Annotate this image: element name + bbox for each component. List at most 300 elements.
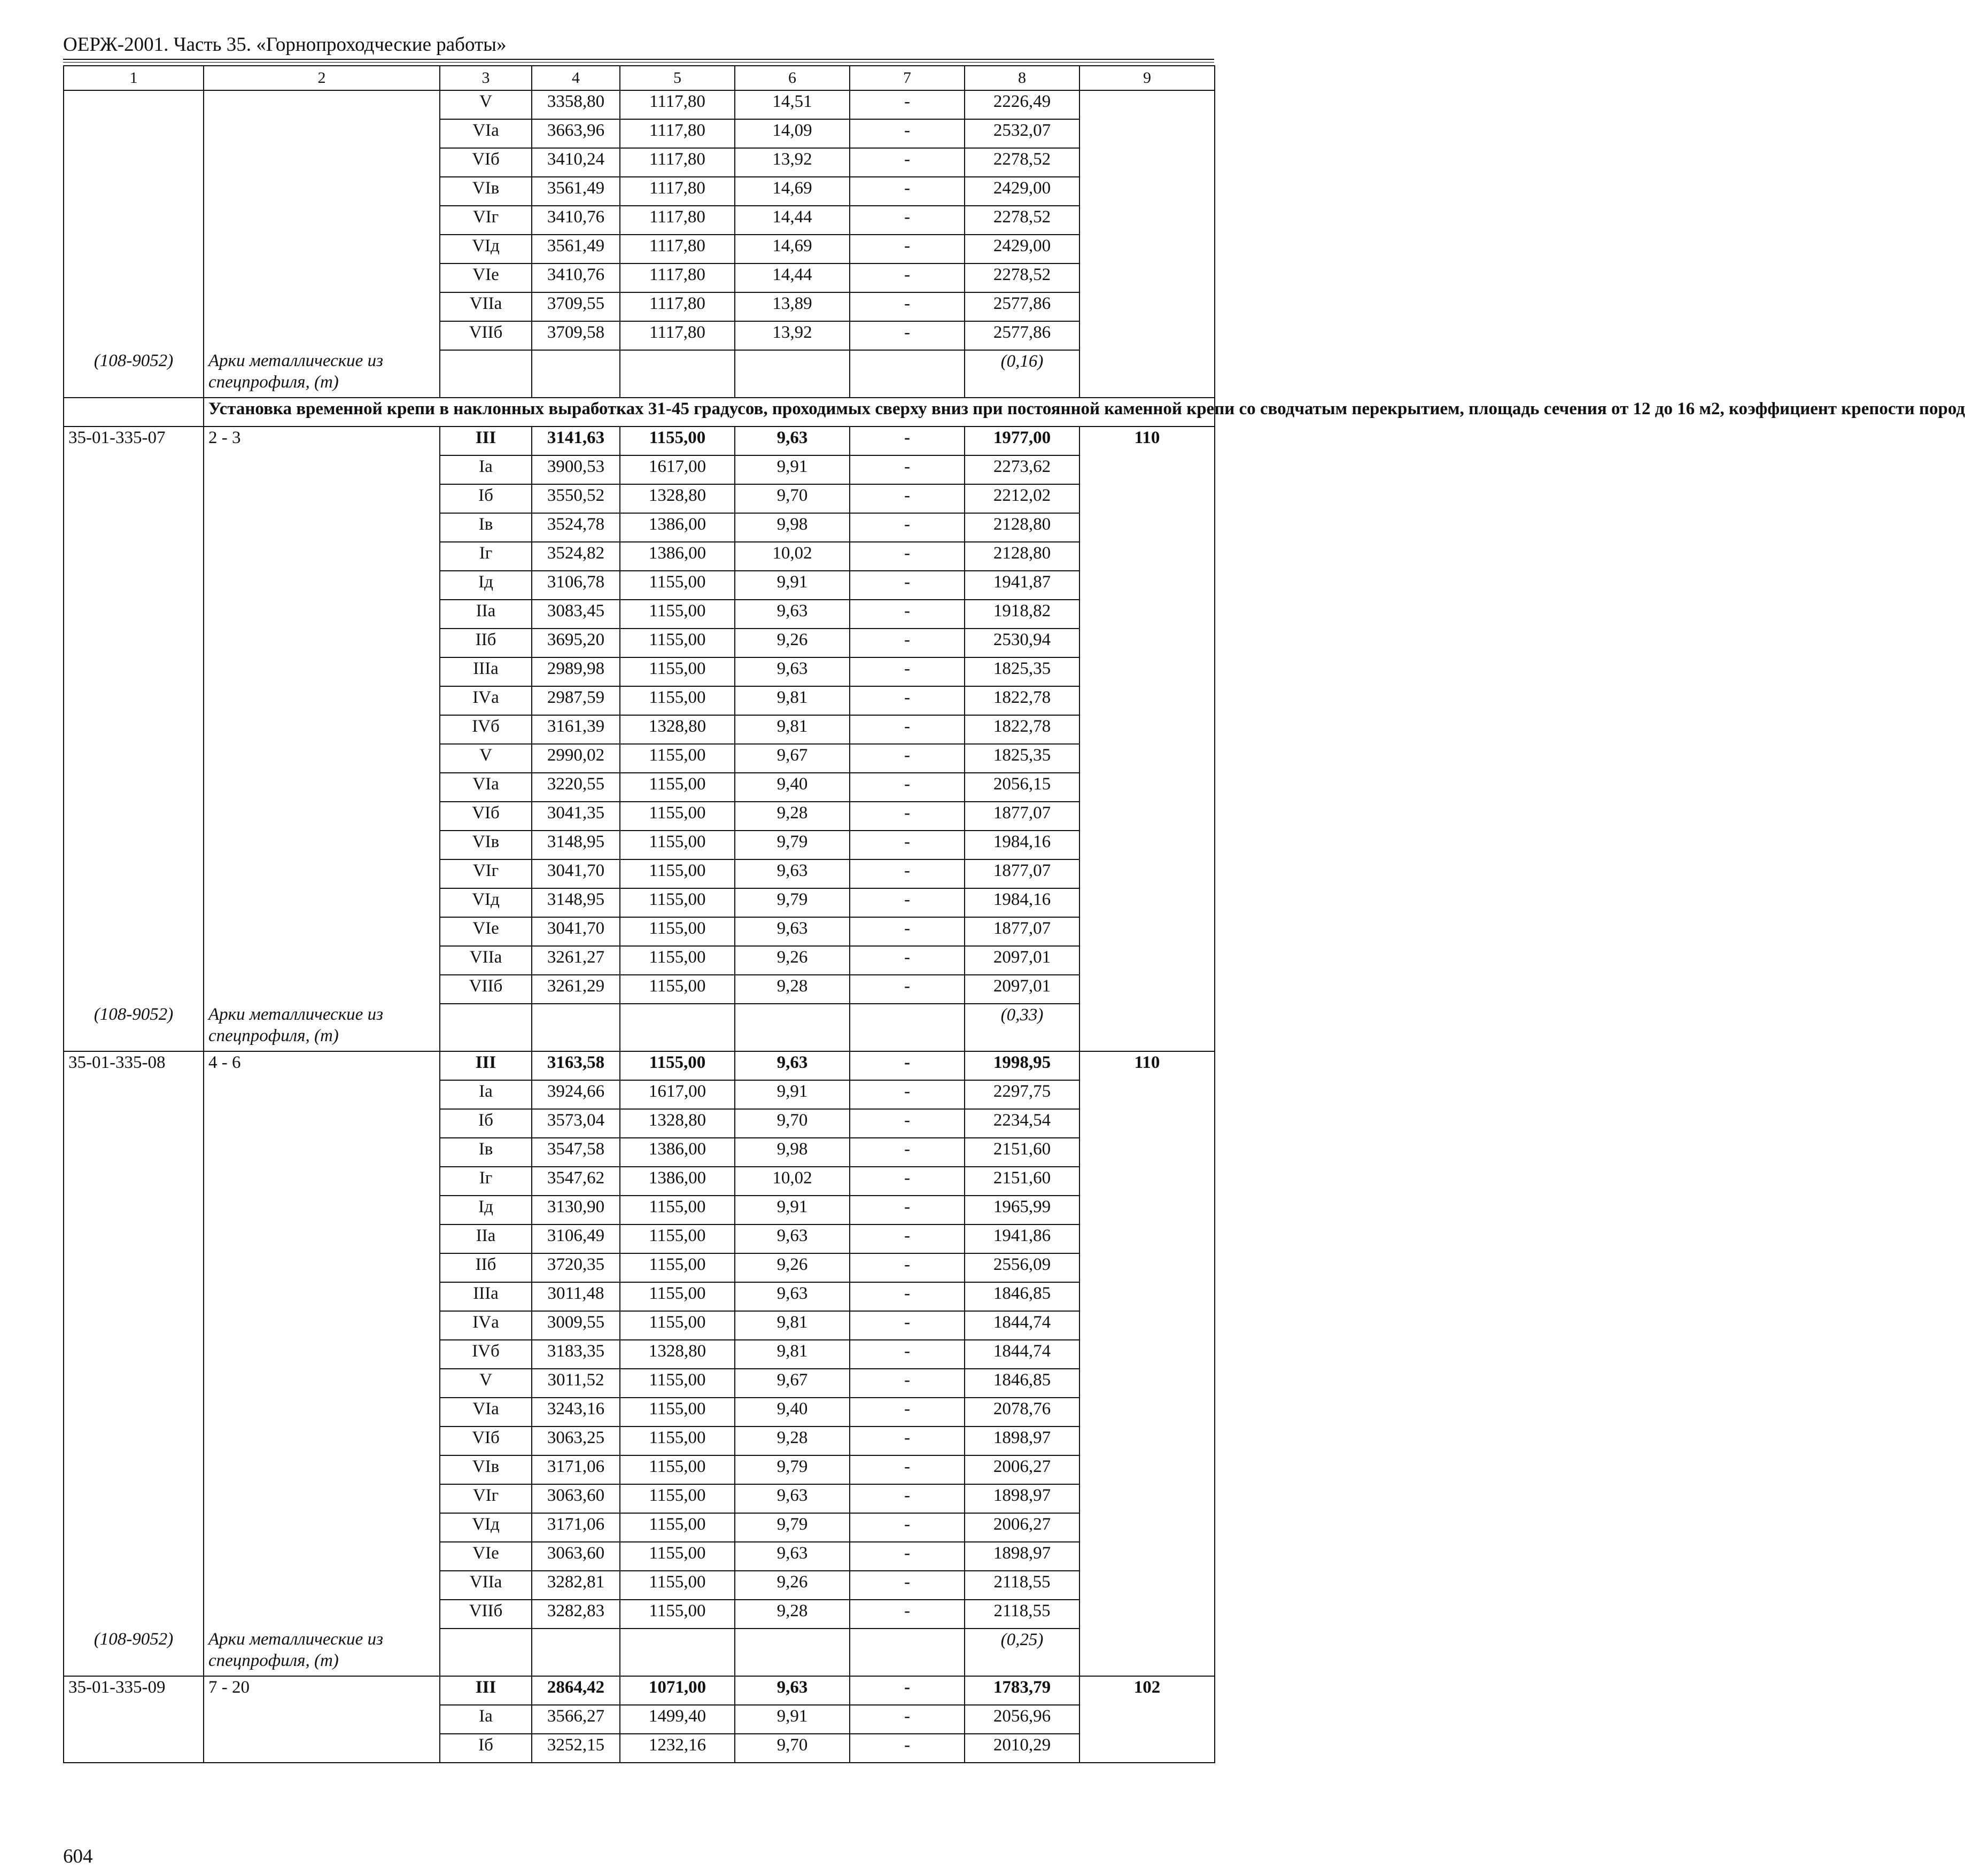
cell-materials: 1984,16 (965, 831, 1079, 859)
cell-resource-group: VIб (440, 802, 532, 831)
cell-machinist-wages: - (850, 1369, 965, 1398)
cell-machinist-wages: - (850, 1542, 965, 1571)
cell-materials: 2097,01 (965, 946, 1079, 975)
section-title: Установка временной крепи в наклонных выработках 31-45 градусов, проходимых сверху вниз при постоянной каменной крепи со сводчатым перекрытием, площадь сечения от 12 до 16 м2, коэффициент крепости пород (204, 398, 1215, 427)
cell-machinist-wages: - (850, 1340, 965, 1369)
cell-resource-group: Iб (440, 484, 532, 513)
cell-labor-wages: 1155,00 (620, 1369, 735, 1398)
cell-machine-operation: 14,09 (735, 119, 850, 148)
cell-materials: 1965,99 (965, 1196, 1079, 1224)
cell-materials: 1898,97 (965, 1427, 1079, 1455)
table-body (64, 66, 1965, 1763)
cell-materials: 1941,87 (965, 571, 1079, 600)
cell-materials: 1977,00 (965, 427, 1079, 455)
cell-materials: 1898,97 (965, 1542, 1079, 1571)
column-number: 8 (965, 66, 1079, 90)
cell-resource-group: VIб (440, 1427, 532, 1455)
cell-resource-group: IIIа (440, 657, 532, 686)
cell-resource-group: VIа (440, 119, 532, 148)
cell-machine-operation: 9,79 (735, 1455, 850, 1484)
cell-machinist-wages: - (850, 1167, 965, 1196)
cell-machinist-wages: - (850, 629, 965, 657)
table-cell (440, 1004, 532, 1051)
cell-machine-operation: 9,28 (735, 1427, 850, 1455)
cell-direct-costs: 3410,76 (532, 206, 620, 235)
cell-direct-costs: 3171,06 (532, 1455, 620, 1484)
cell-resource-group: VIб (440, 148, 532, 177)
cell-labor-wages: 1328,80 (620, 484, 735, 513)
cell-direct-costs: 3041,70 (532, 859, 620, 888)
cell-labor-wages: 1155,00 (620, 1455, 735, 1484)
note-text-cell (204, 1004, 440, 1051)
material-description: Арки металлические из спецпрофиля, (т) (208, 351, 383, 392)
cell-machinist-wages: - (850, 1196, 965, 1224)
cell-materials: 2128,80 (965, 542, 1079, 571)
cell-machinist-wages: - (850, 148, 965, 177)
cell-labor-wages: 1155,00 (620, 946, 735, 975)
cell-rate-code: 35-01-335-09 (64, 1676, 204, 1763)
cell-machine-operation: 14,44 (735, 263, 850, 292)
cell-direct-costs: 3106,49 (532, 1224, 620, 1253)
cell-direct-costs: 3171,06 (532, 1513, 620, 1542)
cell-direct-costs: 3141,63 (532, 427, 620, 455)
cell-materials: 2010,29 (965, 1734, 1079, 1763)
table-cell (440, 350, 532, 398)
cell-machinist-wages: - (850, 542, 965, 571)
cell-resource-group: VIIб (440, 321, 532, 350)
cell-materials: 2577,86 (965, 321, 1079, 350)
column-number: 6 (735, 66, 850, 90)
cell-col9-empty (1079, 90, 1215, 398)
cell-machinist-wages: - (850, 263, 965, 292)
cell-machinist-wages: - (850, 1138, 965, 1167)
cell-materials: 1877,07 (965, 859, 1079, 888)
cell-labor-wages: 1155,00 (620, 888, 735, 917)
cell-resource-group: IIб (440, 629, 532, 657)
cell-labor-wages: 1117,80 (620, 90, 735, 119)
cell-labor-wages: 1499,40 (620, 1705, 735, 1734)
cell-machinist-wages: - (850, 686, 965, 715)
cell-machine-operation: 9,81 (735, 715, 850, 744)
cell-machinist-wages: - (850, 235, 965, 263)
material-description: Арки металлические из спецпрофиля, (т) (208, 1005, 383, 1045)
cell-resource-group: V (440, 1369, 532, 1398)
cell-resource-group: VIв (440, 831, 532, 859)
cell-machinist-wages: - (850, 831, 965, 859)
cell-labor-wages: 1232,16 (620, 1734, 735, 1763)
cell-direct-costs: 2990,02 (532, 744, 620, 773)
cell-resource-group: V (440, 90, 532, 119)
cell-machine-operation: 9,63 (735, 600, 850, 629)
cell-machinist-wages: - (850, 119, 965, 148)
cell-resource-group: VIг (440, 206, 532, 235)
material-code: (108-9052) (94, 351, 174, 370)
cell-machine-operation: 9,91 (735, 1196, 850, 1224)
cell-direct-costs: 3282,83 (532, 1600, 620, 1629)
cell-direct-costs: 3252,15 (532, 1734, 620, 1763)
cell-materials: 2273,62 (965, 455, 1079, 484)
cell-direct-costs: 3261,29 (532, 975, 620, 1004)
cell-direct-costs: 3547,58 (532, 1138, 620, 1167)
cell-machinist-wages: - (850, 513, 965, 542)
cell-direct-costs: 3709,55 (532, 292, 620, 321)
cell-machine-operation: 9,91 (735, 571, 850, 600)
cell-labor-wages: 1155,00 (620, 1571, 735, 1600)
cell-direct-costs: 3550,52 (532, 484, 620, 513)
cell-resource-group: VIд (440, 235, 532, 263)
cell-machinist-wages: - (850, 1427, 965, 1455)
cell-machine-operation: 10,02 (735, 542, 850, 571)
cell-resource-group: VIд (440, 1513, 532, 1542)
cell-machine-operation: 9,81 (735, 686, 850, 715)
cell-resource-group: Iг (440, 542, 532, 571)
cell-materials: 2056,96 (965, 1705, 1079, 1734)
cell-machinist-wages: - (850, 1455, 965, 1484)
cell-labor-wages: 1155,00 (620, 1196, 735, 1224)
cell-direct-costs: 3011,48 (532, 1282, 620, 1311)
column-number-row (64, 66, 1215, 90)
cell-direct-costs: 3041,70 (532, 917, 620, 946)
cell-resource-group: VIIб (440, 975, 532, 1004)
column-number: 7 (850, 66, 965, 90)
cell-materials: 2151,60 (965, 1138, 1079, 1167)
table-cell (620, 1004, 735, 1051)
table-cell (850, 1004, 965, 1051)
note-row (64, 350, 1215, 398)
cell-resource-group: IIIа (440, 1282, 532, 1311)
cell-direct-costs: 3009,55 (532, 1311, 620, 1340)
cell-materials: 2577,86 (965, 292, 1079, 321)
cell-direct-costs: 3566,27 (532, 1705, 620, 1734)
table-row (64, 427, 1215, 455)
cell-labor-wages: 1386,00 (620, 513, 735, 542)
cell-machine-operation: 9,70 (735, 1109, 850, 1138)
cell-machine-operation: 9,26 (735, 1253, 850, 1282)
note-code-cell (64, 350, 204, 398)
cell-resource-group: Iб (440, 1734, 532, 1763)
cell-machinist-wages: - (850, 1484, 965, 1513)
cell-materials: 2429,00 (965, 235, 1079, 263)
cell-labor-wages: 1155,00 (620, 657, 735, 686)
cell-direct-costs: 3561,49 (532, 235, 620, 263)
cell-col9: 110 (1079, 427, 1215, 1051)
cell-materials: 1825,35 (965, 744, 1079, 773)
cell-labor-wages: 1155,00 (620, 802, 735, 831)
cell-resource-group: VIе (440, 263, 532, 292)
cell-col9: 110 (1079, 1051, 1215, 1676)
header-rule (63, 59, 1214, 60)
cell-labor-wages: 1155,00 (620, 1484, 735, 1513)
cell-labor-wages: 1328,80 (620, 715, 735, 744)
note-text-cell (204, 350, 440, 398)
table-cell (440, 1629, 532, 1676)
cell-direct-costs: 3161,39 (532, 715, 620, 744)
cell-materials: 2297,75 (965, 1080, 1079, 1109)
cell-resource-group: VIв (440, 177, 532, 206)
column-number: 9 (1079, 66, 1215, 90)
cell-labor-wages: 1155,00 (620, 1427, 735, 1455)
table-row (64, 1676, 1215, 1705)
note-row (64, 1629, 1215, 1676)
cell-machine-operation: 9,98 (735, 513, 850, 542)
cell-resource-group: VIа (440, 773, 532, 802)
cell-resource-group: III (440, 427, 532, 455)
cell-labor-wages: 1155,00 (620, 1051, 735, 1080)
cell-machine-operation: 9,91 (735, 1080, 850, 1109)
cell-rate-code: 35-01-335-07 (64, 427, 204, 1004)
cell-material-qty: (0,25) (965, 1629, 1079, 1676)
cell-direct-costs: 2987,59 (532, 686, 620, 715)
cell-machinist-wages: - (850, 657, 965, 686)
cell-materials: 2278,52 (965, 206, 1079, 235)
cell-direct-costs: 3063,25 (532, 1427, 620, 1455)
cell-machine-operation: 9,63 (735, 1676, 850, 1705)
cell-direct-costs: 3524,82 (532, 542, 620, 571)
cell-machine-operation: 9,91 (735, 1705, 850, 1734)
cell-direct-costs: 3063,60 (532, 1484, 620, 1513)
cell-machine-operation: 9,70 (735, 484, 850, 513)
cell-labor-wages: 1386,00 (620, 1138, 735, 1167)
cell-rate-code: 35-01-335-08 (64, 1051, 204, 1629)
rates-table (63, 65, 1965, 1763)
cell-labor-wages: 1071,00 (620, 1676, 735, 1705)
cell-resource-group: Iг (440, 1167, 532, 1196)
cell-machine-operation: 9,79 (735, 888, 850, 917)
column-number: 1 (64, 66, 204, 90)
cell-labor-wages: 1155,00 (620, 571, 735, 600)
cell-direct-costs: 3261,27 (532, 946, 620, 975)
table-cell (735, 1004, 850, 1051)
cell-machine-operation: 9,91 (735, 455, 850, 484)
cell-machinist-wages: - (850, 1311, 965, 1340)
cell-materials: 2278,52 (965, 263, 1079, 292)
cell-resource-group: IVа (440, 1311, 532, 1340)
cell-machinist-wages: - (850, 773, 965, 802)
cell-machinist-wages: - (850, 1600, 965, 1629)
cell-direct-costs: 3524,78 (532, 513, 620, 542)
cell-resource-group: III (440, 1676, 532, 1705)
cell-direct-costs: 3130,90 (532, 1196, 620, 1224)
cell-machinist-wages: - (850, 1109, 965, 1138)
cell-rock-hardness: 2 - 3 (204, 427, 440, 1004)
cell-labor-wages: 1155,00 (620, 1282, 735, 1311)
cell-labor-wages: 1117,80 (620, 177, 735, 206)
cell-resource-group: VIIа (440, 946, 532, 975)
cell-direct-costs: 3410,24 (532, 148, 620, 177)
cell-machine-operation: 9,63 (735, 1484, 850, 1513)
table-cell (532, 1004, 620, 1051)
note-text-cell (204, 1629, 440, 1676)
cell-resource-group: IVб (440, 1340, 532, 1369)
cell-resource-group: Iв (440, 513, 532, 542)
cell-materials: 2078,76 (965, 1398, 1079, 1427)
cell-resource-group: IIа (440, 1224, 532, 1253)
cell-machinist-wages: - (850, 888, 965, 917)
cell-direct-costs: 3358,80 (532, 90, 620, 119)
cell-direct-costs: 3011,52 (532, 1369, 620, 1398)
cell-machinist-wages: - (850, 975, 965, 1004)
cell-labor-wages: 1155,00 (620, 1224, 735, 1253)
cell-direct-costs: 3243,16 (532, 1398, 620, 1427)
table-cell (532, 1629, 620, 1676)
cell-labor-wages: 1117,80 (620, 263, 735, 292)
page-number: 604 (63, 1846, 93, 1867)
table-cell (620, 1629, 735, 1676)
table-cell (850, 1629, 965, 1676)
cell-labor-wages: 1155,00 (620, 744, 735, 773)
cell-machinist-wages: - (850, 1571, 965, 1600)
material-description: Арки металлические из спецпрофиля, (т) (208, 1630, 383, 1670)
cell-direct-costs: 3720,35 (532, 1253, 620, 1282)
cell-labor-wages: 1155,00 (620, 917, 735, 946)
cell-machinist-wages: - (850, 177, 965, 206)
cell-machinist-wages: - (850, 946, 965, 975)
cell-resource-group: IVа (440, 686, 532, 715)
cell-labor-wages: 1117,80 (620, 206, 735, 235)
cell-direct-costs: 3924,66 (532, 1080, 620, 1109)
cell-materials: 1844,74 (965, 1340, 1079, 1369)
cell-labor-wages: 1155,00 (620, 1398, 735, 1427)
header-rule-secondary (63, 62, 1214, 63)
page-header: ОЕРЖ-2001. Часть 35. «Горнопроходческие работы» (63, 34, 507, 56)
cell-labor-wages: 1155,00 (620, 629, 735, 657)
cell-machine-operation: 14,69 (735, 177, 850, 206)
cell-labor-wages: 1386,00 (620, 1167, 735, 1196)
cell-machinist-wages: - (850, 1282, 965, 1311)
cell-resource-group: VIе (440, 917, 532, 946)
cell-machine-operation: 9,63 (735, 917, 850, 946)
cell-materials: 1918,82 (965, 600, 1079, 629)
cell-resource-group: VIв (440, 1455, 532, 1484)
section-title-empty (64, 398, 204, 427)
cell-direct-costs: 3041,35 (532, 802, 620, 831)
cell-direct-costs: 3220,55 (532, 773, 620, 802)
cell-machine-operation: 14,51 (735, 90, 850, 119)
cell-resource-group: Iд (440, 1196, 532, 1224)
cell-machinist-wages: - (850, 484, 965, 513)
cell-materials: 2118,55 (965, 1600, 1079, 1629)
cell-resource-group: VIа (440, 1398, 532, 1427)
cell-labor-wages: 1155,00 (620, 1542, 735, 1571)
cell-materials: 1846,85 (965, 1369, 1079, 1398)
cell-machinist-wages: - (850, 571, 965, 600)
cell-machine-operation: 9,81 (735, 1311, 850, 1340)
cell-machine-operation: 10,02 (735, 1167, 850, 1196)
column-number: 4 (532, 66, 620, 90)
cell-machinist-wages: - (850, 1705, 965, 1734)
cell-machinist-wages: - (850, 600, 965, 629)
cell-resource-group: Iд (440, 571, 532, 600)
cell-direct-costs: 3410,76 (532, 263, 620, 292)
table-cell (735, 1629, 850, 1676)
cell-machine-operation: 9,63 (735, 1224, 850, 1253)
cell-materials: 1984,16 (965, 888, 1079, 917)
cell-machinist-wages: - (850, 1513, 965, 1542)
cell-machinist-wages: - (850, 1253, 965, 1282)
cell-resource-group: IVб (440, 715, 532, 744)
material-code: (108-9052) (94, 1005, 174, 1024)
cell-labor-wages: 1386,00 (620, 542, 735, 571)
cell-labor-wages: 1117,80 (620, 292, 735, 321)
cell-machinist-wages: - (850, 744, 965, 773)
cell-machinist-wages: - (850, 715, 965, 744)
cell-direct-costs: 3547,62 (532, 1167, 620, 1196)
cell-resource-group: VIг (440, 859, 532, 888)
table-row (64, 90, 1215, 119)
cell-machine-operation: 9,28 (735, 802, 850, 831)
cell-direct-costs: 3561,49 (532, 177, 620, 206)
cell-materials: 2212,02 (965, 484, 1079, 513)
cell-labor-wages: 1117,80 (620, 148, 735, 177)
cell-machine-operation: 9,40 (735, 773, 850, 802)
cell-resource-group: V (440, 744, 532, 773)
cell-materials: 2151,60 (965, 1167, 1079, 1196)
cell-machinist-wages: - (850, 321, 965, 350)
cell-direct-costs: 3282,81 (532, 1571, 620, 1600)
table-cell (735, 350, 850, 398)
note-code-cell (64, 1629, 204, 1676)
cell-materials: 2278,52 (965, 148, 1079, 177)
cell-labor-wages: 1155,00 (620, 686, 735, 715)
cell-resource-group: Iа (440, 455, 532, 484)
cell-direct-costs: 3163,58 (532, 1051, 620, 1080)
cell-machine-operation: 9,63 (735, 859, 850, 888)
cell-materials: 2006,27 (965, 1455, 1079, 1484)
cell-col9: 102 (1079, 1676, 1215, 1763)
cell-machine-operation: 9,63 (735, 657, 850, 686)
cell-machine-operation: 14,69 (735, 235, 850, 263)
cell-machinist-wages: - (850, 1080, 965, 1109)
cell-machinist-wages: - (850, 90, 965, 119)
cell-machinist-wages: - (850, 1676, 965, 1705)
cell-materials: 1783,79 (965, 1676, 1079, 1705)
cell-labor-wages: 1117,80 (620, 235, 735, 263)
cell-direct-costs: 3709,58 (532, 321, 620, 350)
cell-direct-costs: 3900,53 (532, 455, 620, 484)
cell-machine-operation: 9,26 (735, 629, 850, 657)
cell-material-qty: (0,16) (965, 350, 1079, 398)
cell-machine-operation: 13,92 (735, 321, 850, 350)
cell-direct-costs: 3148,95 (532, 831, 620, 859)
cell-machine-operation: 9,70 (735, 1734, 850, 1763)
cell-machinist-wages: - (850, 206, 965, 235)
cell-machinist-wages: - (850, 859, 965, 888)
cell-machinist-wages: - (850, 1398, 965, 1427)
cell-labor-wages: 1155,00 (620, 1600, 735, 1629)
cell-materials: 2234,54 (965, 1109, 1079, 1138)
cell-machine-operation: 9,79 (735, 831, 850, 859)
cell-resource-group: VIд (440, 888, 532, 917)
cell-materials: 1877,07 (965, 802, 1079, 831)
cell-labor-wages: 1155,00 (620, 1513, 735, 1542)
cell-machinist-wages: - (850, 1224, 965, 1253)
cell-resource-group: VIе (440, 1542, 532, 1571)
column-number: 2 (204, 66, 440, 90)
cell-machine-operation: 9,63 (735, 427, 850, 455)
cell-machine-operation: 9,40 (735, 1398, 850, 1427)
cell-direct-costs: 3663,96 (532, 119, 620, 148)
column-number: 5 (620, 66, 735, 90)
cell-machine-operation: 9,63 (735, 1051, 850, 1080)
cell-machinist-wages: - (850, 1734, 965, 1763)
cell-materials: 1822,78 (965, 686, 1079, 715)
cell-materials: 2429,00 (965, 177, 1079, 206)
cell-materials: 2118,55 (965, 1571, 1079, 1600)
cell-resource-group: IIа (440, 600, 532, 629)
cell-machinist-wages: - (850, 455, 965, 484)
cell-machine-operation: 13,89 (735, 292, 850, 321)
cell-machine-operation: 9,67 (735, 1369, 850, 1398)
